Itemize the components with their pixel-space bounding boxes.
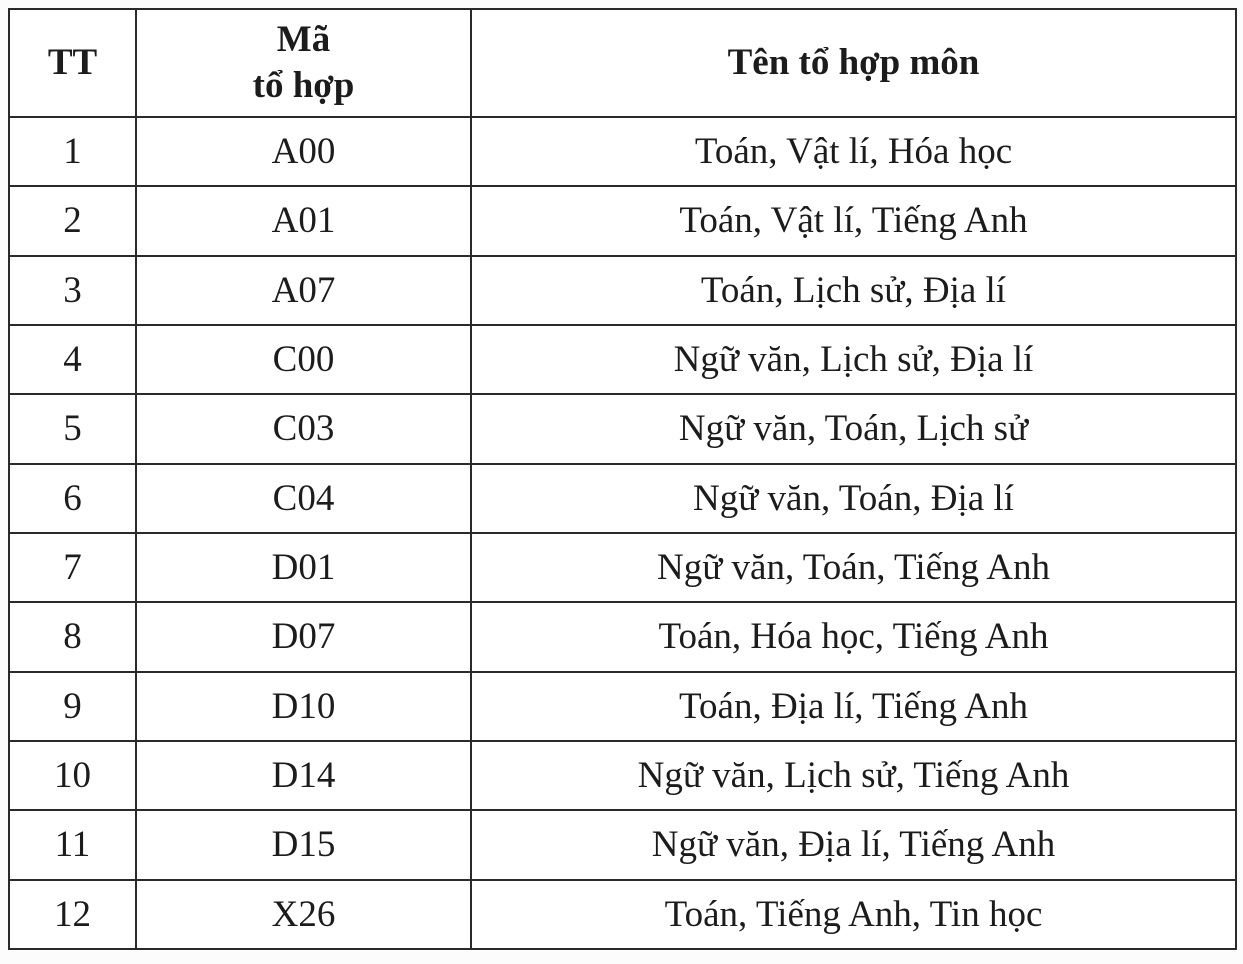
combination-name-cell: Toán, Địa lí, Tiếng Anh bbox=[471, 672, 1236, 741]
combination-name-cell: Toán, Lịch sử, Địa lí bbox=[471, 256, 1236, 325]
row-number-cell: 2 bbox=[9, 186, 136, 255]
combination-name-cell: Ngữ văn, Toán, Địa lí bbox=[471, 464, 1236, 533]
combination-name-cell: Toán, Hóa học, Tiếng Anh bbox=[471, 602, 1236, 671]
row-number-cell: 12 bbox=[9, 880, 136, 949]
combination-name-cell: Ngữ văn, Toán, Tiếng Anh bbox=[471, 533, 1236, 602]
row-number-cell: 4 bbox=[9, 325, 136, 394]
combination-code-cell: D07 bbox=[136, 602, 471, 671]
row-number-cell: 5 bbox=[9, 394, 136, 463]
combination-name-cell: Toán, Vật lí, Hóa học bbox=[471, 117, 1236, 186]
row-number-cell: 9 bbox=[9, 672, 136, 741]
row-number-cell: 7 bbox=[9, 533, 136, 602]
combination-code-cell: D14 bbox=[136, 741, 471, 810]
row-number-cell: 8 bbox=[9, 602, 136, 671]
combination-code-cell: X26 bbox=[136, 880, 471, 949]
combination-name-cell: Ngữ văn, Toán, Lịch sử bbox=[471, 394, 1236, 463]
row-number-cell: 6 bbox=[9, 464, 136, 533]
table-body bbox=[9, 117, 1236, 949]
combination-name-cell: Toán, Tiếng Anh, Tin học bbox=[471, 880, 1236, 949]
row-number-cell: 10 bbox=[9, 741, 136, 810]
col-header-code-text: Mã tổ hợp bbox=[252, 18, 355, 106]
row-number-cell: 11 bbox=[9, 810, 136, 879]
combination-name-cell: Toán, Vật lí, Tiếng Anh bbox=[471, 186, 1236, 255]
col-header-name: Tên tổ hợp môn bbox=[471, 9, 1236, 117]
table-row bbox=[9, 810, 1236, 879]
combination-code-cell: D01 bbox=[136, 533, 471, 602]
combination-name-cell: Ngữ văn, Địa lí, Tiếng Anh bbox=[471, 810, 1236, 879]
combination-code-cell: D10 bbox=[136, 672, 471, 741]
table-header bbox=[9, 9, 1236, 117]
subject-combination-table bbox=[8, 8, 1237, 950]
combination-code-cell: C00 bbox=[136, 325, 471, 394]
col-header-code bbox=[136, 9, 471, 117]
combination-code-cell: C04 bbox=[136, 464, 471, 533]
combination-code-cell: A07 bbox=[136, 256, 471, 325]
table-row bbox=[9, 464, 1236, 533]
table-row bbox=[9, 741, 1236, 810]
col-header-tt: TT bbox=[9, 9, 136, 117]
table-row bbox=[9, 602, 1236, 671]
row-number-cell: 3 bbox=[9, 256, 136, 325]
table-row bbox=[9, 117, 1236, 186]
combination-code-cell: A01 bbox=[136, 186, 471, 255]
combination-name-cell: Ngữ văn, Lịch sử, Địa lí bbox=[471, 325, 1236, 394]
table-row bbox=[9, 394, 1236, 463]
combination-code-cell: C03 bbox=[136, 394, 471, 463]
combination-code-cell: A00 bbox=[136, 117, 471, 186]
row-number-cell: 1 bbox=[9, 117, 136, 186]
table-row bbox=[9, 880, 1236, 949]
table-row bbox=[9, 186, 1236, 255]
table-row bbox=[9, 256, 1236, 325]
combination-name-cell: Ngữ văn, Lịch sử, Tiếng Anh bbox=[471, 741, 1236, 810]
combination-code-cell: D15 bbox=[136, 810, 471, 879]
table-row bbox=[9, 325, 1236, 394]
table-row bbox=[9, 672, 1236, 741]
header-row bbox=[9, 9, 1236, 117]
table-row bbox=[9, 533, 1236, 602]
